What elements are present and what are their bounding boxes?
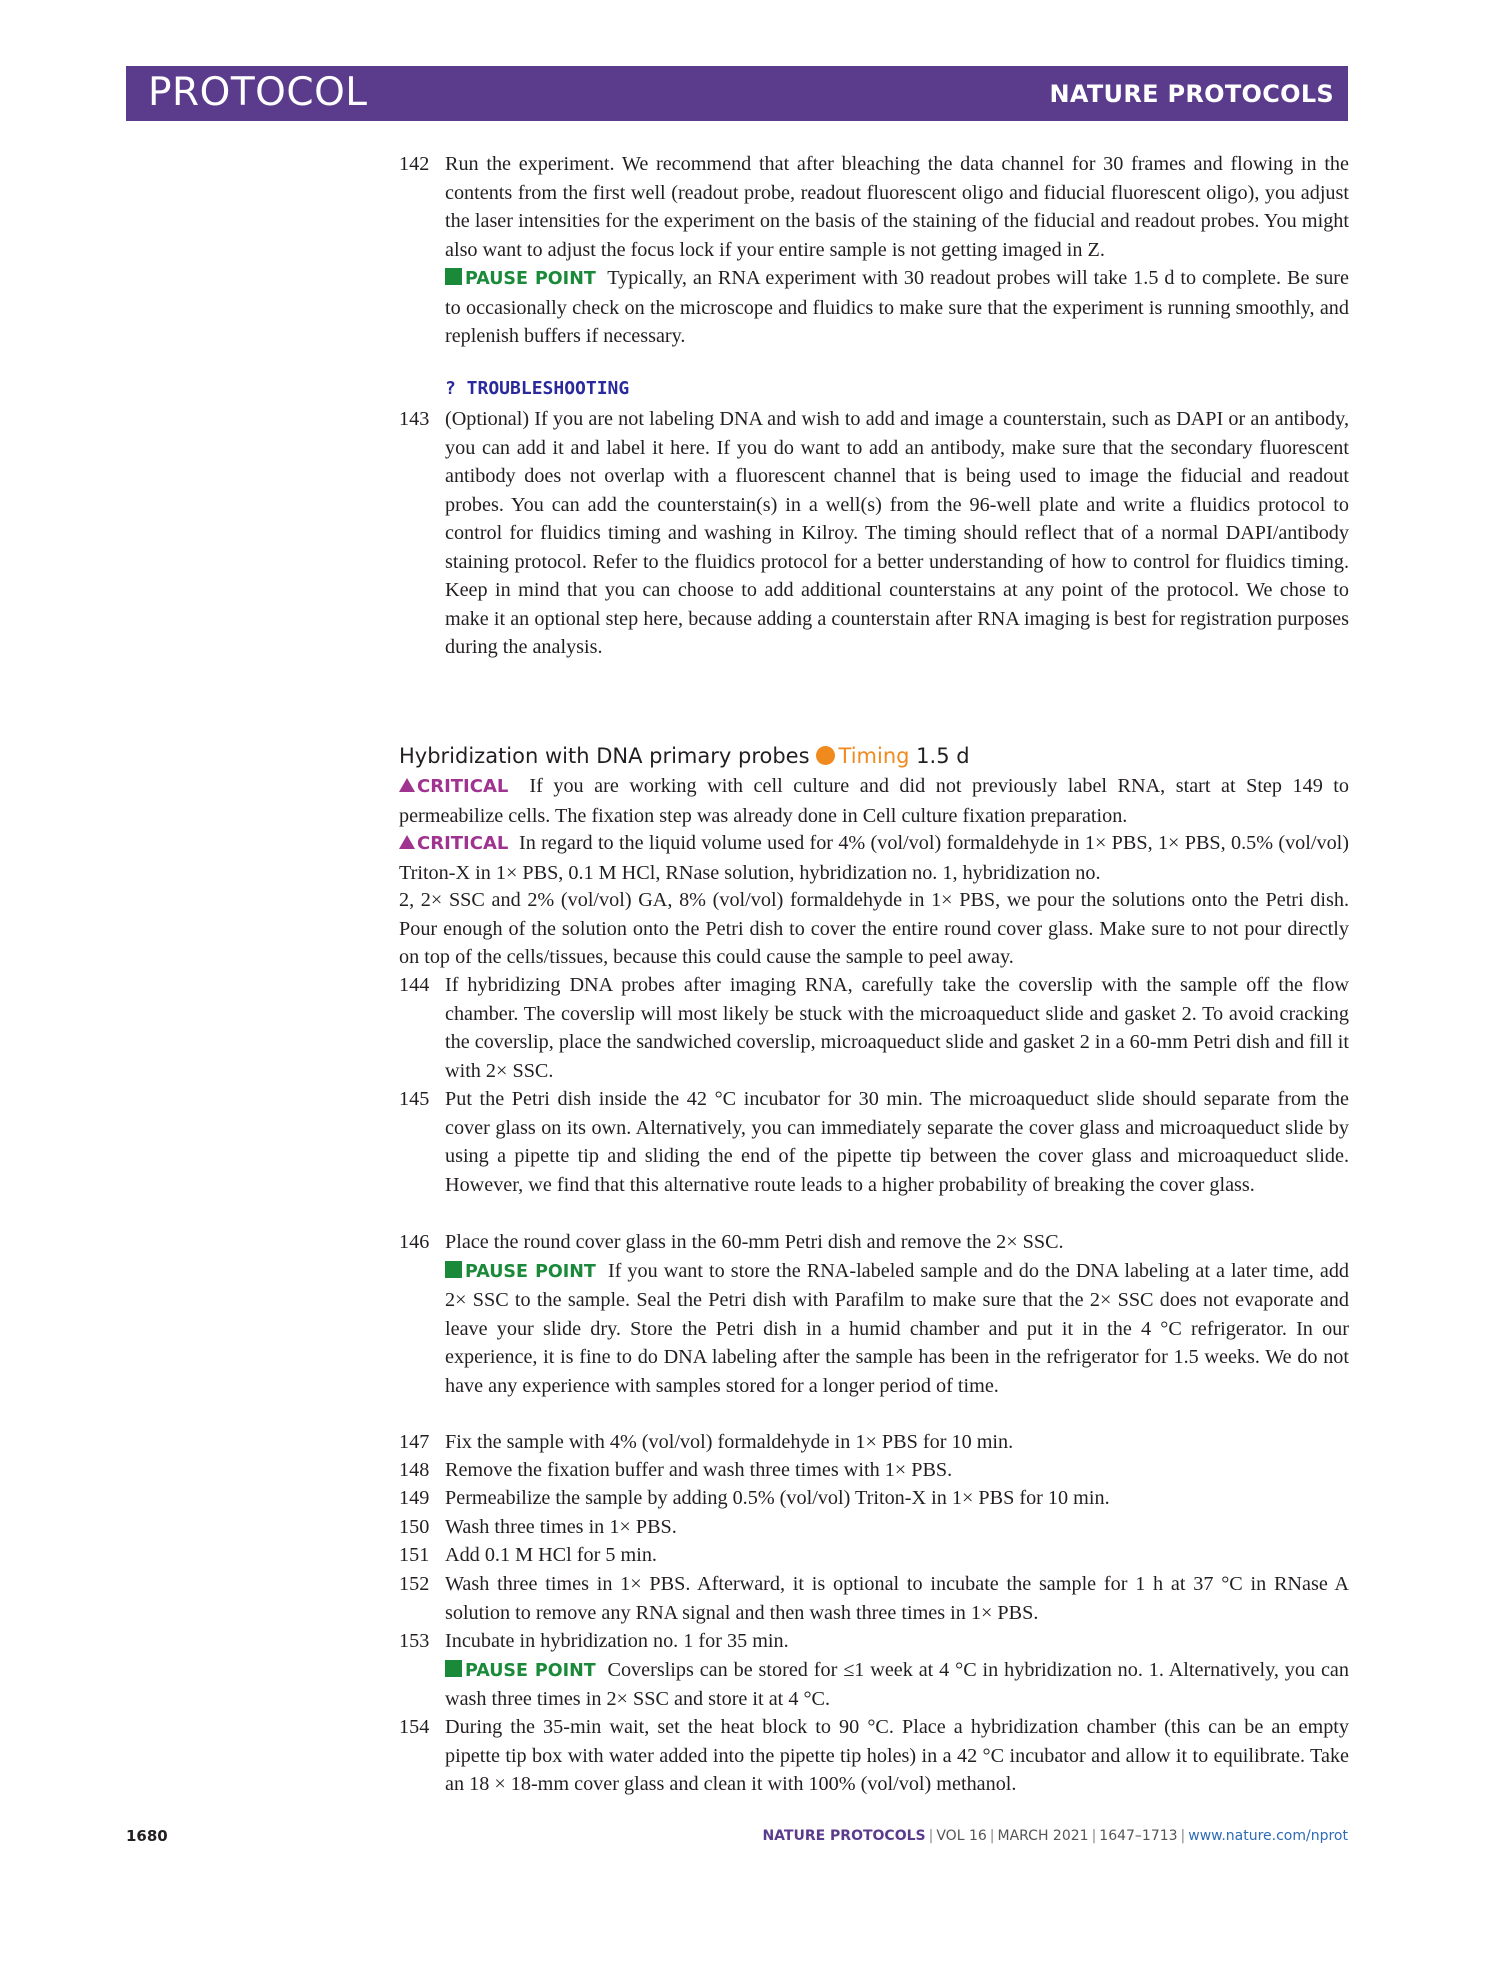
step-text: Run the experiment. We recommend that after bleaching the data channel for 30 frames and flowing in the contents from the first well (readout probe, readout fluorescent oligo and fiducial fluorescent oligo), you adjust the laser intensities for the experiment on the basis of the staining of the fiducial and readout probes. You might also want to adjust the focus lock if your entire sample is not getting imaged in Z. [445,153,1349,261]
step-text: Place the round cover glass in the 60-mm Petri dish and remove the 2× SSC. [445,1231,1064,1253]
critical-note-2 [399,829,1349,887]
step-number: 147 [399,1431,430,1453]
step-146 [399,1228,1349,1400]
footer-date: MARCH 2021 [997,1828,1089,1844]
pause-point-text: Typically, an RNA experiment with 30 readout probes will take 1.5 d to complete. Be sure to occasionally check on the microscope and fluidics to make sure that the experiment is running smoothly, and replenish buffers if necessary. [445,267,1349,347]
step-number: 152 [399,1573,430,1595]
step-text: If hybridizing DNA probes after imaging RNA, carefully take the coverslip with the sample off the flow chamber. The coverslip will most likely be stuck with the microaqueduct slide and gasket 2. To avoid cracking the coverslip, place the sandwiched coverslip, microaqueduct slide and gasket 2 in a 60-mm Petri dish and fill it with 2× SSC. [445,974,1349,1082]
footer-citation: NATURE PROTOCOLS | VOL 16 | MARCH 2021 | 1647–1713 | www.nature.com/nprot [762,1828,1348,1844]
pause-square-icon [445,268,462,285]
critical-triangle-icon [399,835,415,849]
pause-point-label: PAUSE POINT [465,1660,596,1681]
section-heading [399,744,970,768]
page-number: 1680 [126,1827,168,1845]
step-number: 151 [399,1544,430,1566]
critical-triangle-icon [399,778,415,792]
pause-point-label: PAUSE POINT [465,269,596,289]
timing-label: Timing [838,744,910,768]
step-text: Permeabilize the sample by adding 0.5% (vol/vol) Triton-X in 1× PBS for 10 min. [445,1487,1110,1509]
step-text: Incubate in hybridization no. 1 for 35 min. [445,1630,789,1652]
pause-point-label: PAUSE POINT [465,1261,596,1282]
step-number: 142 [399,153,430,175]
pause-point [445,264,1349,351]
step-text: Add 0.1 M HCl for 5 min. [445,1544,657,1566]
critical-label: CRITICAL [417,833,509,854]
step-text: Put the Petri dish inside the 42 °C incubator for 30 min. The microaqueduct slide should separate from the cover glass on its own. Alternatively, you can immediately separate the cover glass and microaqueduct slide by using a pipette tip and sliding the end of the pipette tip between the cover glass and microaqueduct slide. However, we find that this alternative route leads to a higher probability of breaking the cover glass. [445,1088,1349,1196]
step-147 [399,1428,1349,1457]
step-text: Wash three times in 1× PBS. Afterward, it is optional to incubate the sample for 1 h at 37 °C in RNase A solution to remove any RNA signal and then wash three times in 1× PBS. [445,1573,1349,1624]
footer-volume: VOL 16 [936,1828,987,1844]
step-text: Wash three times in 1× PBS. [445,1516,677,1538]
step-150 [399,1513,1349,1542]
timing-clock-icon [816,746,835,765]
section-type-label: PROTOCOL [148,70,368,115]
step-number: 150 [399,1516,430,1538]
troubleshooting-link[interactable]: ? TROUBLESHOOTING [445,378,630,399]
step-number: 144 [399,974,430,996]
footer-url-link[interactable]: www.nature.com/nprot [1188,1828,1348,1844]
footer-journal: NATURE PROTOCOLS [762,1828,926,1844]
step-154 [399,1713,1349,1799]
step-number: 145 [399,1088,430,1110]
step-text: (Optional) If you are not labeling DNA and wish to add and image a counterstain, such as DAPI or an antibody, you can add it and label it here. If you do want to add an antibody, make sure that the secondary fluorescent antibody does not overlap with a fluorescent channel that is being used to image the fiducial and readout probes. You can add the counterstain(s) in a well(s) from the 96-well plate and write a fluidics protocol to control for fluidics timing and washing in Kilroy. The timing should reflect that of a normal DAPI/antibody staining protocol. Refer to the fluidics protocol for a better understanding of how to control for fluidics timing. Keep in mind that you can choose to add additional counterstains at any point of the protocol. We chose to make it an optional step here, because adding a counterstain after RNA imaging is best for registration purposes during the analysis. [445,408,1349,658]
step-text: During the 35-min wait, set the heat block to 90 °C. Place a hybridization chamber (this can be an empty pipette tip box with water added into the pipette tip holes) in a 42 °C incubator and allow it to equilibrate. Take an 18 × 18-mm cover glass and clean it with 100% (vol/vol) methanol. [445,1716,1349,1795]
step-153 [399,1627,1349,1714]
pause-point [445,1656,1349,1714]
step-number: 153 [399,1630,430,1652]
step-text: Remove the fixation buffer and wash three times with 1× PBS. [445,1459,953,1481]
pause-square-icon [445,1660,462,1677]
step-142 [399,150,1349,351]
critical-note-2-continued: 2, 2× SSC and 2% (vol/vol) GA, 8% (vol/vol) formaldehyde in 1× PBS, we pour the solutions onto the Petri dish. Pour enough of the solution onto the Petri dish to cover the entire round cover glass. Make sure to not pour directly on top of the cells/tissues, because this could cause the sample to peel away. [399,889,1349,968]
step-number: 148 [399,1459,430,1481]
step-151 [399,1541,1349,1570]
footer-pages: 1647–1713 [1099,1828,1178,1844]
pause-point-text: If you want to store the RNA-labeled sample and do the DNA labeling at a later time, add 2× SSC to the sample. Seal the Petri dish with Parafilm to make sure that the 2× SSC does not evaporate and leave your slide dry. Store the Petri dish in a humid chamber and put it in the 4 °C refrigerator. In our experience, it is fine to do DNA labeling after the sample has been in the refrigerator for 1.5 weeks. We do not have any experience with samples stored for a longer period of time. [445,1259,1350,1397]
critical-label: CRITICAL [417,776,509,797]
step-143 [399,405,1349,662]
critical-text: In regard to the liquid volume used for 4% (vol/vol) formaldehyde in 1× PBS, 1× PBS, 0.5% (vol/vol) Triton-X in 1× PBS, 0.1 M HCl, RNase solution, hybridization no. 1, hybridization no. [399,832,1350,884]
critical-text: If you are working with cell culture and did not previously label RNA, start at Step 149 to permeabilize cells. The fixation step was already done in Cell culture fixation preparation. [399,775,1350,827]
step-number: 146 [399,1231,430,1253]
step-144 [399,971,1349,1085]
pause-square-icon [445,1261,462,1278]
timing-value: 1.5 d [916,744,970,768]
step-149 [399,1484,1349,1513]
pause-point [445,1257,1349,1401]
step-number: 154 [399,1716,430,1738]
critical-note-1 [399,772,1349,830]
step-number: 149 [399,1487,430,1509]
pause-point-text: Coverslips can be stored for ≤1 week at 4 °C in hybridization no. 1. Alternatively, you can wash three times in 2× SSC and store it at 4 °C. [445,1658,1349,1710]
journal-name: NATURE PROTOCOLS [1049,80,1334,108]
step-148 [399,1456,1349,1485]
step-145 [399,1085,1349,1199]
step-number: 143 [399,408,430,430]
section-title: Hybridization with DNA primary probes [399,744,810,768]
step-text: Fix the sample with 4% (vol/vol) formaldehyde in 1× PBS for 10 min. [445,1431,1014,1453]
step-152 [399,1570,1349,1627]
